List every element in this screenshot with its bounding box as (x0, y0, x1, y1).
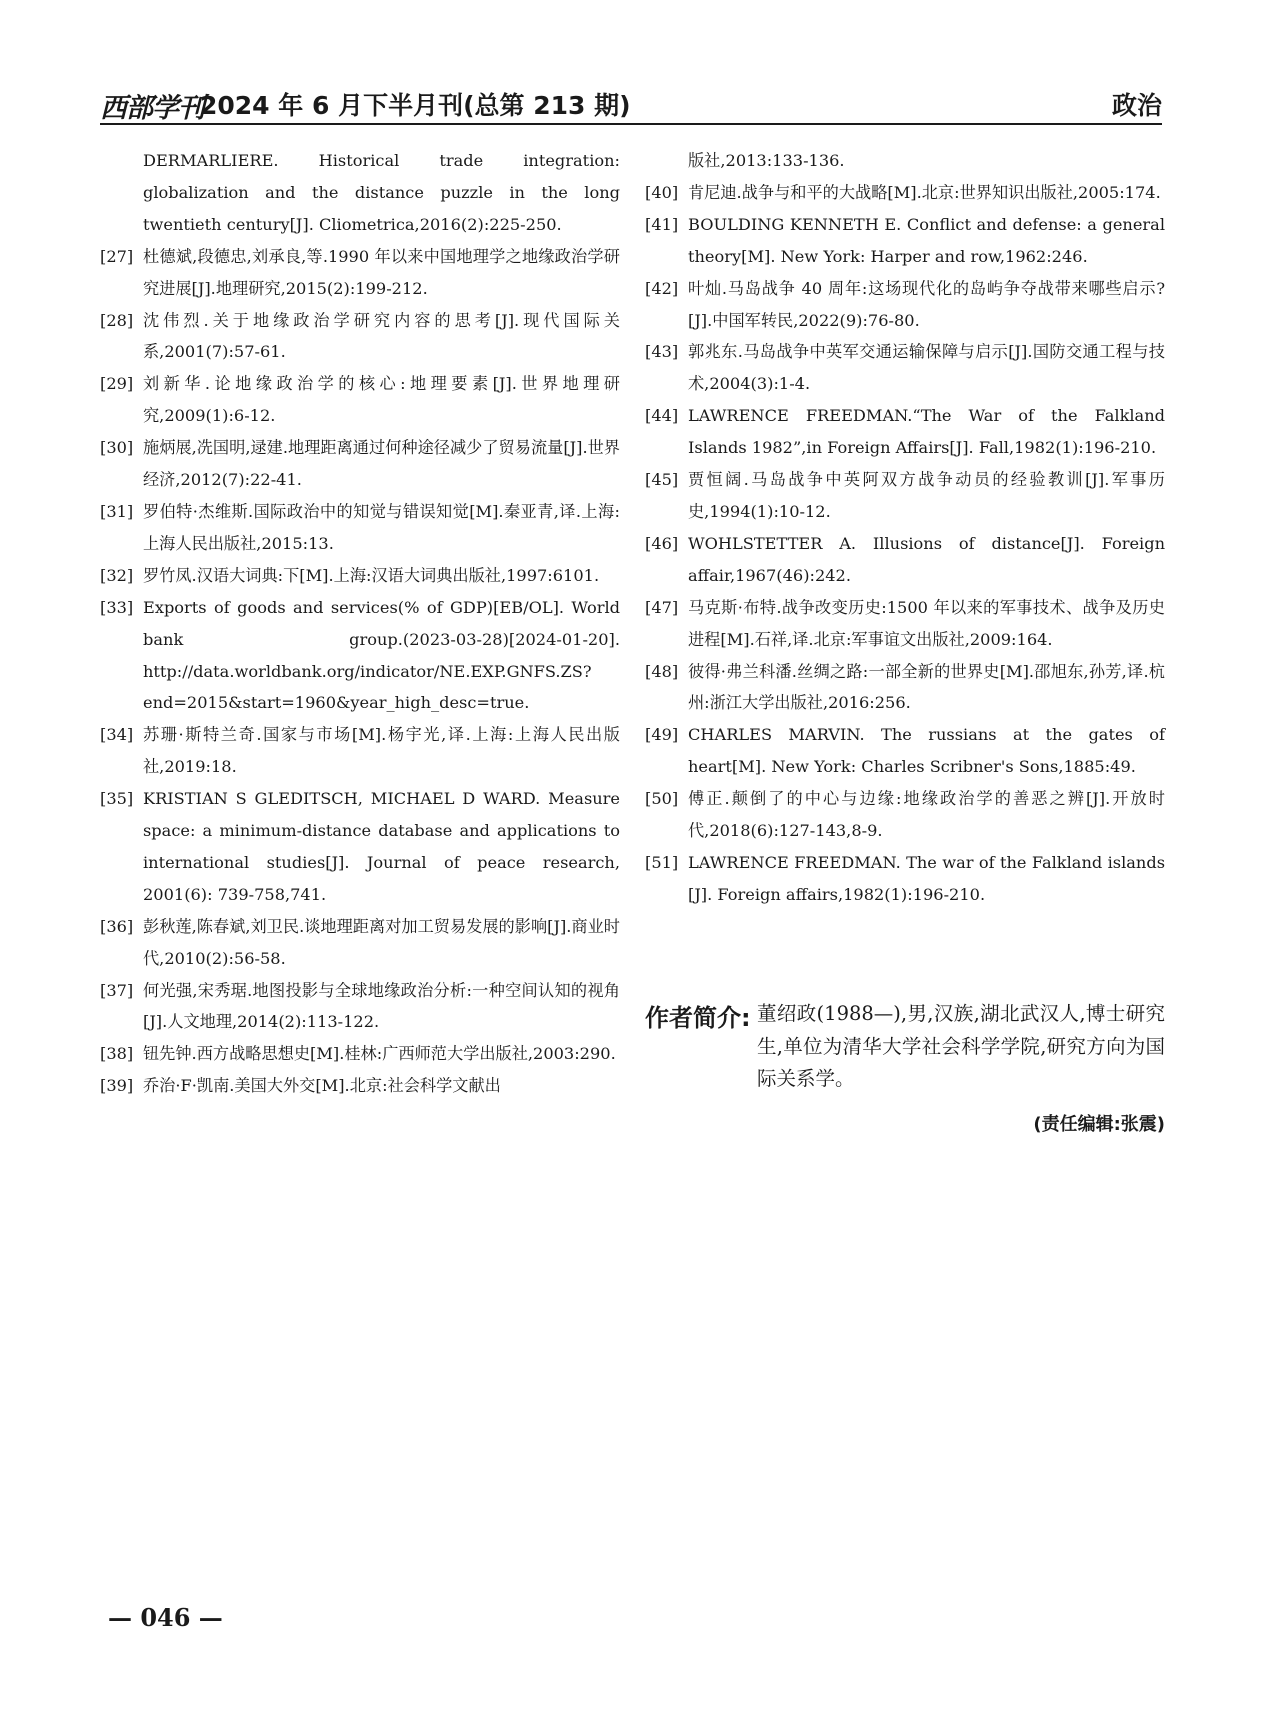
reference-entry (100, 975, 620, 1039)
reference-number: [50] (645, 789, 679, 809)
reference-number: [48] (645, 661, 679, 681)
page-number: — 046 — (108, 1603, 223, 1632)
reference-entry (100, 1038, 620, 1070)
reference-text: 彼得·弗兰科潘.丝绸之路:一部全新的世界史[M].邵旭东,孙芳,译.杭州:浙江大学出版社,2016:256. (688, 661, 1165, 713)
reference-entry (645, 464, 1165, 528)
reference-text: 刘新华.论地缘政治学的核心:地理要素[J].世界地理研究,2009(1):6-12. (143, 374, 620, 426)
reference-text: 杜德斌,段德忠,刘承良,等.1990 年以来中国地理学之地缘政治学研究进展[J].地理研究,2015(2):199-212. (143, 246, 620, 298)
reference-number: [28] (100, 310, 134, 330)
reference-entry (645, 209, 1165, 273)
reference-number: [39] (100, 1076, 134, 1096)
reference-number: [35] (100, 789, 134, 809)
reference-entry (100, 1070, 620, 1102)
reference-text: LAWRENCE FREEDMAN.“The War of the Falkland Islands 1982”,in Foreign Affairs[J]. Fall,1982(1):196-210. (688, 406, 1165, 458)
author-bio (645, 998, 1165, 1135)
reference-text: WOHLSTETTER A. Illusions of distance[J]. Foreign affair,1967(46):242. (688, 533, 1165, 585)
journal-logo: 西部学刊 (100, 93, 204, 124)
reference-number: [32] (100, 565, 134, 585)
reference-text: 马克斯·布特.战争改变历史:1500 年以来的军事技术、战争及历史进程[M].石祥,译.北京:军事谊文出版社,2009:164. (688, 597, 1165, 649)
reference-number: [37] (100, 980, 134, 1000)
reference-entry (645, 783, 1165, 847)
reference-number: [51] (645, 852, 679, 872)
reference-entry (100, 305, 620, 369)
author-bio-label: 作者简介: (645, 1004, 751, 1032)
reference-entry (100, 432, 620, 496)
section-label: 政治 (1111, 91, 1162, 120)
reference-number: [49] (645, 725, 679, 745)
reference-text: 乔治·F·凯南.美国大外交[M].北京:社会科学文献出 (143, 1076, 501, 1096)
reference-entry (100, 241, 620, 305)
reference-text: 施炳展,冼国明,逯建.地理距离通过何种途径减少了贸易流量[J].世界经济,2012(7):22-41. (143, 438, 620, 490)
reference-number: [29] (100, 374, 134, 394)
reference-number: [27] (100, 246, 134, 266)
reference-entry (645, 145, 1165, 177)
references-left-column (100, 145, 620, 1102)
reference-text: CHARLES MARVIN. The russians at the gates of heart[M]. New York: Charles Scribner's Sons,1885:49. (688, 725, 1165, 777)
reference-text: DERMARLIERE. Historical trade integration: globalization and the distance puzzle in the long twentieth century[J]. Cliometrica,2016(2):225-250. (143, 151, 620, 234)
reference-text: 版社,2013:133-136. (688, 151, 845, 170)
reference-entry (645, 847, 1165, 911)
reference-text: LAWRENCE FREEDMAN. The war of the Falkland islands [J]. Foreign affairs,1982(1):196-210. (688, 852, 1165, 904)
reference-entry (100, 911, 620, 975)
reference-text: 沈伟烈.关于地缘政治学研究内容的思考[J].现代国际关系,2001(7):57-61. (143, 310, 620, 362)
reference-text: 钮先钟.西方战略思想史[M].桂林:广西师范大学出版社,2003:290. (143, 1044, 616, 1064)
issue-info: 2024 年 6 月下半月刊(总第 213 期) (200, 91, 631, 120)
reference-entry (100, 368, 620, 432)
reference-entry (100, 496, 620, 560)
reference-entry (645, 177, 1165, 209)
reference-entry (100, 592, 620, 720)
reference-entry (645, 656, 1165, 720)
reference-entry (645, 592, 1165, 656)
reference-entry (645, 336, 1165, 400)
reference-text: 苏珊·斯特兰奇.国家与市场[M].杨宇光,译.上海:上海人民出版社,2019:18. (143, 725, 620, 777)
reference-text: BOULDING KENNETH E. Conflict and defense: a general theory[M]. New York: Harper and row,1962:246. (688, 214, 1165, 266)
reference-number: [33] (100, 597, 134, 617)
reference-text: 罗竹凤.汉语大词典:下[M].上海:汉语大词典出版社,1997:6101. (143, 565, 600, 585)
reference-text: 郭兆东.马岛战争中英军交通运输保障与启示[J].国防交通工程与技术,2004(3):1-4. (688, 342, 1165, 394)
reference-number: [42] (645, 278, 679, 298)
reference-entry (100, 560, 620, 592)
reference-text: Exports of goods and services(% of GDP)[EB/OL]. World bank group.(2023-03-28)[2024-01-20]. http://data.worldbank.org/indicator/NE.EXP.GNFS.ZS?end=2015&start=1960&year_high_desc=true. (143, 597, 620, 713)
reference-number: [44] (645, 406, 679, 426)
reference-number: [30] (100, 438, 134, 458)
running-header (100, 86, 1162, 122)
reference-text: 彭秋莲,陈春斌,刘卫民.谈地理距离对加工贸易发展的影响[J].商业时代,2010(2):56-58. (143, 916, 620, 968)
reference-number: [38] (100, 1044, 134, 1064)
reference-text: 何光强,宋秀琚.地图投影与全球地缘政治分析:一种空间认知的视角[J].人文地理,2014(2):113-122. (143, 980, 620, 1032)
reference-text: 叶灿.马岛战争 40 周年:这场现代化的岛屿争夺战带来哪些启示?[J].中国军转民,2022(9):76-80. (688, 278, 1165, 330)
reference-entry (645, 400, 1165, 464)
reference-entry (645, 528, 1165, 592)
reference-text: 贾恒阔.马岛战争中英阿双方战争动员的经验教训[J].军事历史,1994(1):10-12. (688, 470, 1165, 521)
reference-number: [46] (645, 533, 679, 553)
reference-text: 罗伯特·杰维斯.国际政治中的知觉与错误知觉[M].秦亚青,译.上海:上海人民出版社,2015:13. (143, 501, 620, 553)
reference-number: [43] (645, 342, 679, 362)
reference-number: [40] (645, 182, 679, 202)
references-right-column (645, 145, 1165, 911)
header-rule (100, 123, 1162, 125)
reference-number: [45] (645, 470, 679, 490)
reference-entry (100, 783, 620, 911)
reference-number: [36] (100, 916, 134, 936)
reference-entry (100, 719, 620, 783)
reference-text: 肯尼迪.战争与和平的大战略[M].北京:世界知识出版社,2005:174. (688, 182, 1161, 202)
reference-entry (100, 145, 620, 241)
reference-text: 傅正.颠倒了的中心与边缘:地缘政治学的善恶之辨[J].开放时代,2018(6):127-143,8-9. (688, 789, 1165, 841)
reference-number: [34] (100, 725, 134, 745)
editor-note: (责任编辑:张震) (1033, 1114, 1165, 1135)
reference-number: [41] (645, 214, 679, 234)
reference-entry (645, 719, 1165, 783)
reference-number: [47] (645, 597, 679, 617)
reference-entry (645, 273, 1165, 337)
reference-number: [31] (100, 501, 134, 521)
author-bio-text: 董绍政(1988—),男,汉族,湖北武汉人,博士研究生,单位为清华大学社会科学学院,研究方向为国际关系学。 (757, 1002, 1165, 1090)
reference-text: KRISTIAN S GLEDITSCH, MICHAEL D WARD. Measure space: a minimum-distance database and applications to international studies[J]. Journal of peace research, 2001(6): 739-758,741. (143, 789, 620, 904)
